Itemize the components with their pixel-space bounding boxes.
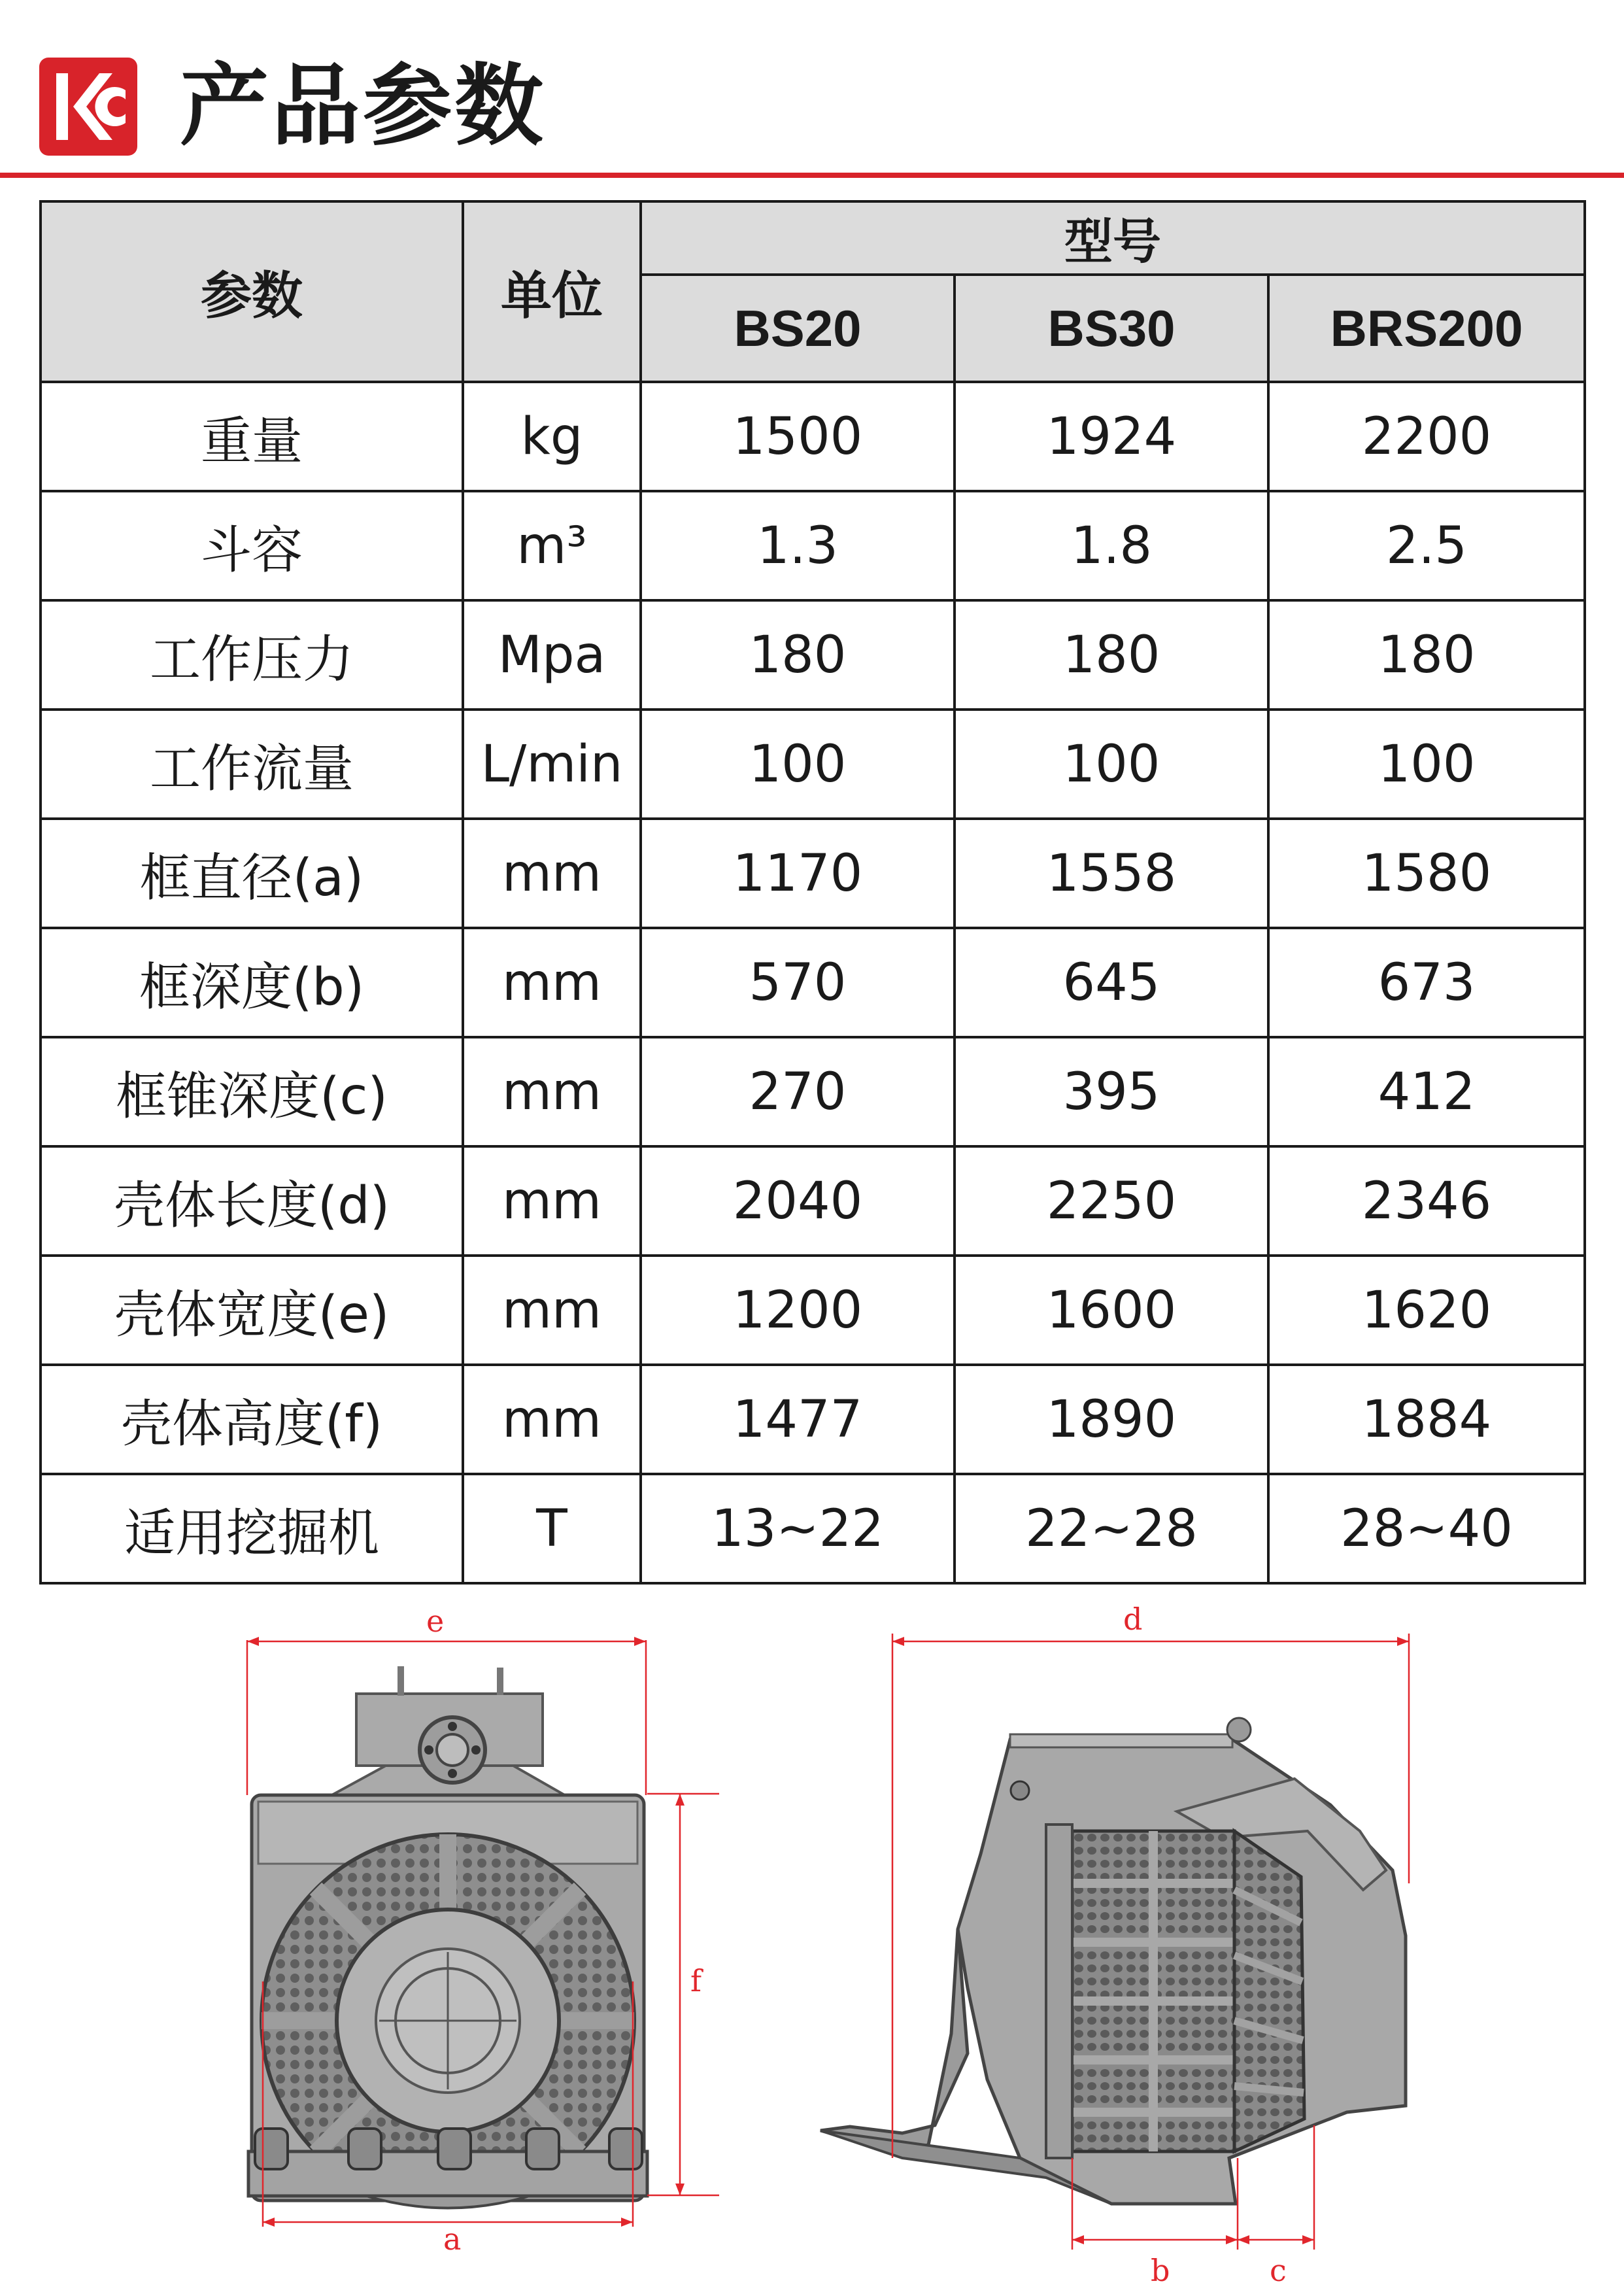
cell-value: 180 [955, 600, 1268, 710]
row-label: 壳体宽度(e) [41, 1256, 463, 1365]
cell-value: 180 [1268, 600, 1585, 710]
row-label: 适用挖掘机 [41, 1474, 463, 1583]
row-unit: mm [463, 1146, 641, 1256]
row-unit: mm [463, 1256, 641, 1365]
header-rule [0, 173, 1624, 178]
table-row [41, 1256, 1585, 1365]
row-unit: L/min [463, 710, 641, 819]
cell-value: 645 [955, 928, 1268, 1037]
cell-value: 1500 [641, 382, 955, 491]
row-unit: Mpa [463, 600, 641, 710]
cell-value: 28~40 [1268, 1474, 1585, 1583]
row-label: 框锥深度(c) [41, 1037, 463, 1146]
dimension-label-e: e [426, 1603, 445, 1639]
cell-value: 412 [1268, 1037, 1585, 1146]
cell-value: 100 [955, 710, 1268, 819]
table-row [41, 600, 1585, 710]
cell-value: 1884 [1268, 1365, 1585, 1474]
dimension-label-c: c [1270, 2253, 1287, 2288]
row-label: 框深度(b) [41, 928, 463, 1037]
row-label: 工作压力 [41, 600, 463, 710]
side-view-bucket [820, 1718, 1406, 2204]
header-model-bs20: BS20 [641, 275, 955, 382]
cell-value: 2346 [1268, 1146, 1585, 1256]
page-title: 产品参数 [180, 55, 546, 158]
cell-value: 570 [641, 928, 955, 1037]
row-label: 壳体高度(f) [41, 1365, 463, 1474]
kc-logo-icon [39, 58, 137, 156]
row-unit: kg [463, 382, 641, 491]
header-model-group: 型号 [641, 201, 1585, 275]
cell-value: 13~22 [641, 1474, 955, 1583]
row-unit: mm [463, 819, 641, 928]
row-label: 工作流量 [41, 710, 463, 819]
table-row [41, 382, 1585, 491]
cell-value: 1620 [1268, 1256, 1585, 1365]
cell-value: 1600 [955, 1256, 1268, 1365]
cell-value: 270 [641, 1037, 955, 1146]
cell-value: 2250 [955, 1146, 1268, 1256]
table-row [41, 819, 1585, 928]
cell-value: 1.8 [955, 491, 1268, 600]
cell-value: 180 [641, 600, 955, 710]
cell-value: 100 [1268, 710, 1585, 819]
front-view-bucket [248, 1666, 647, 2208]
header-unit: 单位 [463, 201, 641, 382]
cell-value: 1200 [641, 1256, 955, 1365]
header-model-brs200: BRS200 [1268, 275, 1585, 382]
cell-value: 1477 [641, 1365, 955, 1474]
table-row [41, 1037, 1585, 1146]
row-unit: mm [463, 1365, 641, 1474]
row-label: 斗容 [41, 491, 463, 600]
cell-value: 1924 [955, 382, 1268, 491]
dimension-label-b: b [1151, 2253, 1170, 2288]
row-unit: T [463, 1474, 641, 1583]
cell-value: 2040 [641, 1146, 955, 1256]
row-label: 重量 [41, 382, 463, 491]
cell-value: 100 [641, 710, 955, 819]
cell-value: 22~28 [955, 1474, 1268, 1583]
dimension-label-a: a [443, 2221, 462, 2257]
row-label: 壳体长度(d) [41, 1146, 463, 1256]
table-row [41, 1146, 1585, 1256]
dimension-label-d: d [1123, 1602, 1143, 1637]
cell-value: 2200 [1268, 382, 1585, 491]
cell-value: 1890 [955, 1365, 1268, 1474]
cell-value: 395 [955, 1037, 1268, 1146]
cell-value: 1170 [641, 819, 955, 928]
row-unit: mm [463, 1037, 641, 1146]
dimension-diagrams [0, 1596, 1624, 2296]
table-row [41, 1474, 1585, 1583]
header-model-bs30: BS30 [955, 275, 1268, 382]
cell-value: 1580 [1268, 819, 1585, 928]
table-row [41, 710, 1585, 819]
dimension-label-f: f [690, 1963, 702, 1998]
table-row [41, 1365, 1585, 1474]
header-param: 参数 [41, 201, 463, 382]
row-unit: m³ [463, 491, 641, 600]
table-row [41, 928, 1585, 1037]
table-row [41, 491, 1585, 600]
spec-table [39, 200, 1586, 1585]
cell-value: 2.5 [1268, 491, 1585, 600]
row-label: 框直径(a) [41, 819, 463, 928]
row-unit: mm [463, 928, 641, 1037]
cell-value: 1558 [955, 819, 1268, 928]
cell-value: 1.3 [641, 491, 955, 600]
cell-value: 673 [1268, 928, 1585, 1037]
